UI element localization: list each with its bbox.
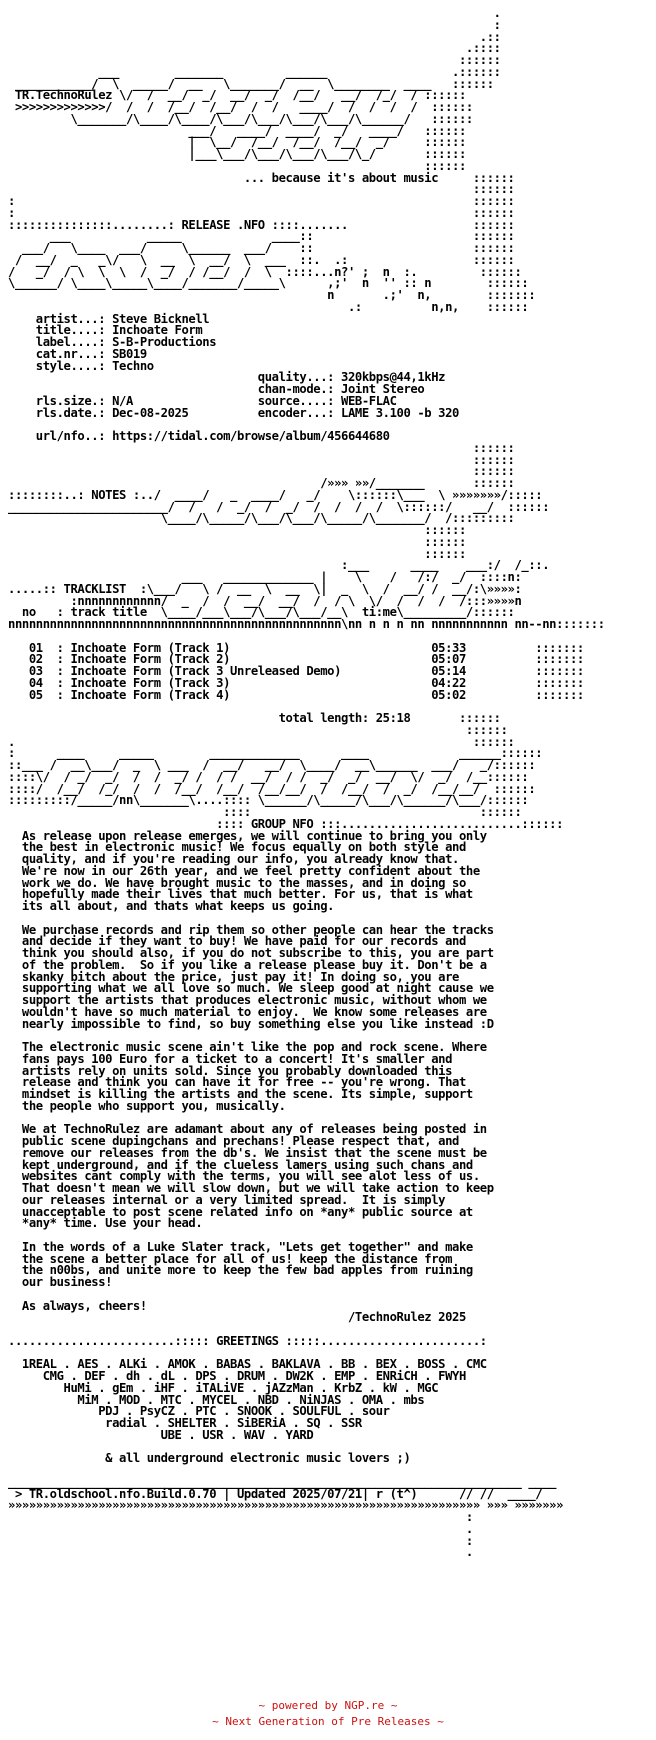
tracklist [8, 641, 584, 702]
release-info-block: artist...: Steve Bicknell title....: Inchoate Form label....: S-B-Productions cat.nr...: SB019 style....: Techno quality...: 320kbps@44,1kHz chan-mode.: Joint Stereo rls.size.: N/A source....: WEB-FLAC rls.date.: Dec-08-2025 encoder...: LAME 3.100 -b 320 url/nfo..: https://tidal.com/browse/album/456644680 [35, 311, 459, 443]
track-number: 01 [28, 640, 43, 655]
track-title: Inchoate Form (Track 3) [70, 675, 230, 690]
track-number: 03 [28, 664, 43, 678]
header-ascii-art: . : .:: .:::: :::::: ___ _______ ______ .:::::: ___________/ \ _____/ __ \_______/ __ \________ ____ :::::: TR.TechnoRulez \/ / __/ _/ __/ _/ /__/ __/ /_/ / :::::: >>>>>>>>>>>>>/ / / /__/ /__/ / / ____/ / / / / :::::: \_______/\____/\____/\___/\___/\___/\___/\______/ :::::: ___/ ____/ ____/ _/ ____/ :::::: | \__/ /__/ /__/ /__/ _/ :::::: |___\___/\___/\___/\___/\_/ :::::: :::::: ... because it's about music :::::: :::::: : :::::: : :::::: :::::::::::::::........: RELEASE .NFO ::::....... :::::: ___ _____ ____:: :::::: ___/ \____ ___/ \______ ___/ :: :::::: / __/ _ _\/ \ __ \ __/ \ ___ ::. .: :::::: / _/ / \ \ \ / _/ / /__/ / \ ::::...n?' ; n :. :::::: \______/ \____\_____\____/_______/_____\ ,;' n '' :: n :::::: n .;' n, ::::::: .: n,n, :::::: [8, 6, 536, 314]
track-title: Inchoate Form (Track 4) [70, 687, 230, 702]
track-time: 05:33 [431, 640, 466, 655]
tracklist-header: :___ ____ ___:/ /_::. ___ _____________ | \ / /:/ _/ ::::n: .....:: TRACKLIST :\___/ \ / __ \ __ \| _ \ / __/ / __/:\»»»»: :nnnnnnnnnnnn/ _ / / __/ __/ / / \ \/ / / / /:::»»»»n no : track title \____/___\___/\___/\___/__\ ti:me\_________/:::::: nnnnnnnnnnnnnnnnnnnnnnnnnnnnnnnnnnnnnnnnnnnnnnnn\nn n n n nn nnnnnnnnnnn nn--nn::::::: [8, 558, 605, 631]
track-title: Inchoate Form (Track 2) [70, 652, 230, 667]
powered-by-link[interactable] [0, 1699, 656, 1712]
track-row: 03 : Inchoate Form (Track 3 Unreleased Demo) 05:14 ::::::: [28, 664, 584, 678]
track-time: 05:02 [431, 687, 466, 702]
notes-ascii-art: :::::: :::::: :::::: /»»» »»/_______ :::::: ::::::::..: NOTES :../ ____/ _ ____/ _/ \::::::\___ \ »»»»»»»/::::: _______________________/ / / _/ / _/ / / / / \::::::/ __/ :::::: \____/\_____/\___/\___/\_____/\_______/ /::::::::: :::::: :::::: :::::: [8, 440, 550, 561]
track-title: Inchoate Form (Track 1) [70, 640, 230, 655]
greetings: ........................::::: GREETINGS :::::.......................: 1REAL . AES . ALKi . AMOK . BABAS . BAKLAVA . BB . BEX . BOSS . CMC CMG . DEF . dh . dL . DPS . DRUM . DW2K . EMP . ENRiCH . FWYH HuMi . gEm . iHF . iTALiVE . jAZzMan . KrbZ . kW . MGC MiM . MOD . MTC . MYCEL . NBD . NiNJAS . OMA . mbs PDJ . PsyCZ . PTC . SNOOK . SOULFUL . sour radial . SHELTER . SiBERiA . SQ . SSR UBE . USR . WAV . YARD & all underground electronic music lovers ;) [8, 1333, 487, 1466]
track-row: 02 : Inchoate Form (Track 2) 05:07 ::::::: [28, 652, 584, 667]
group-nfo-ascii-art: :::::: . :::::: : ____ _____ _____________ ____ ______:::::: ::___ / __\___/ _ \ ___ / __/ __/ \____/ __\______ ___/ _/:::::: ::::\/ / _/ _/ / / _/ / / / __/ / / _/ _/ __/ \/ _/ /__:::::: ::::/ /__/ /_/ / / /__/ /__/ /__/__/ / /__/ / _/ /__/__/ :::::: :::::::::/_____/nn\_______\....:::: \______/\_____/\___/\______/\___/:::::: :::: :::::: :::: GROUP NFO :::..........................:::::: [8, 722, 563, 831]
track-number: 04 [28, 675, 43, 690]
group-nfo-text: As release upon release emerges, we will continue to bring you only the best in electronic music! We focus equally on both style and quality, and if you're reading our info, you already know that. We're now in our 26th year, and we feel pretty confident about the work we do. We have brought music to the masses, and in doing so hopefully made their lives that much better. For us, that is what its all about, and thats what keeps us going. We purchase records and rip them so other people can hear the tracks and decide if they want to buy! We have paid for our records and think you should also, if you do not subscribe to this, you are part of the problem. So if you like a release please buy it. Don't be a skanky bitch about the price, just pay it! In doing so, you are supporting what we all love so much. We sleep good at night cause we support the artists that produces electronic music, without whom we wouldn't have so much material to enjoy. We know some releases are nearly impossible to find, so buy something else you like instead :D The electronic music scene ain't like the pop and rock scene. Where fans pays 100 Euro for a ticket to a concert! It's smaller and artists rely on units sold. Since you probably downloaded this release and think you can have it for free -- you're wrong. That mindset is killing the artists and the scene. Its simple, support the people who support you, musically. We at TechnoRulez are adamant about any of releases being posted in public scene dupingchans and prechans! Please respect that, and remove our releases from the db's. We insist that the scene must be kept underground, and if the clueless lamers using such chans and websites cant comply with the terms, you will see alot less of us. That doesn't mean we will slow down, but we will take action to keep our releases internal or a very limited spread. It is simply unacceptable to post scene related info on *any* public source at *any* time. Use your head. In the words of a Luke Slater track, "Lets get together" and make the scene a better place for all of us! keep the distance from the n00bs, and unite more to keep the few bad apples from ruining our business! As always, cheers! /TechnoRulez 2025 [21, 828, 494, 1325]
track-number: 02 [28, 652, 43, 667]
total-length: total length: 25:18 :::::: [8, 711, 501, 725]
track-number: 05 [28, 687, 43, 702]
track-row: 01 : Inchoate Form (Track 1) 05:33 ::::::: [28, 640, 584, 655]
track-time: 05:14 [431, 664, 466, 678]
track-time: 05:07 [431, 652, 466, 667]
track-title: Inchoate Form (Track 3 Unreleased Demo) [70, 664, 341, 678]
track-row: 04 : Inchoate Form (Track 3) 04:22 ::::::: [28, 675, 584, 690]
footer-bar: __________________________________________________________________________ ____ > TR.oldschool.nfo.Build.0.70 | Updated 2025/07/21| r (t^) // // ____/ »»»»»»»»»»»»»»»»»»»»»»»»»»»»»»»»»»»»»»»»»»»»»»»»»»»»»»»»»»»»»»»»»»»» »»» »»»»»»» : . : . [8, 1474, 563, 1560]
powered-by-text[interactable]: ~ powered by NGP.re ~ [258, 1699, 398, 1712]
track-row: 05 : Inchoate Form (Track 4) 05:02 ::::::: [28, 687, 584, 702]
tagline: ~ Next Generation of Pre Releases ~ [212, 1715, 444, 1728]
nfo-text [8, 8, 605, 1559]
track-time: 04:22 [431, 675, 466, 690]
